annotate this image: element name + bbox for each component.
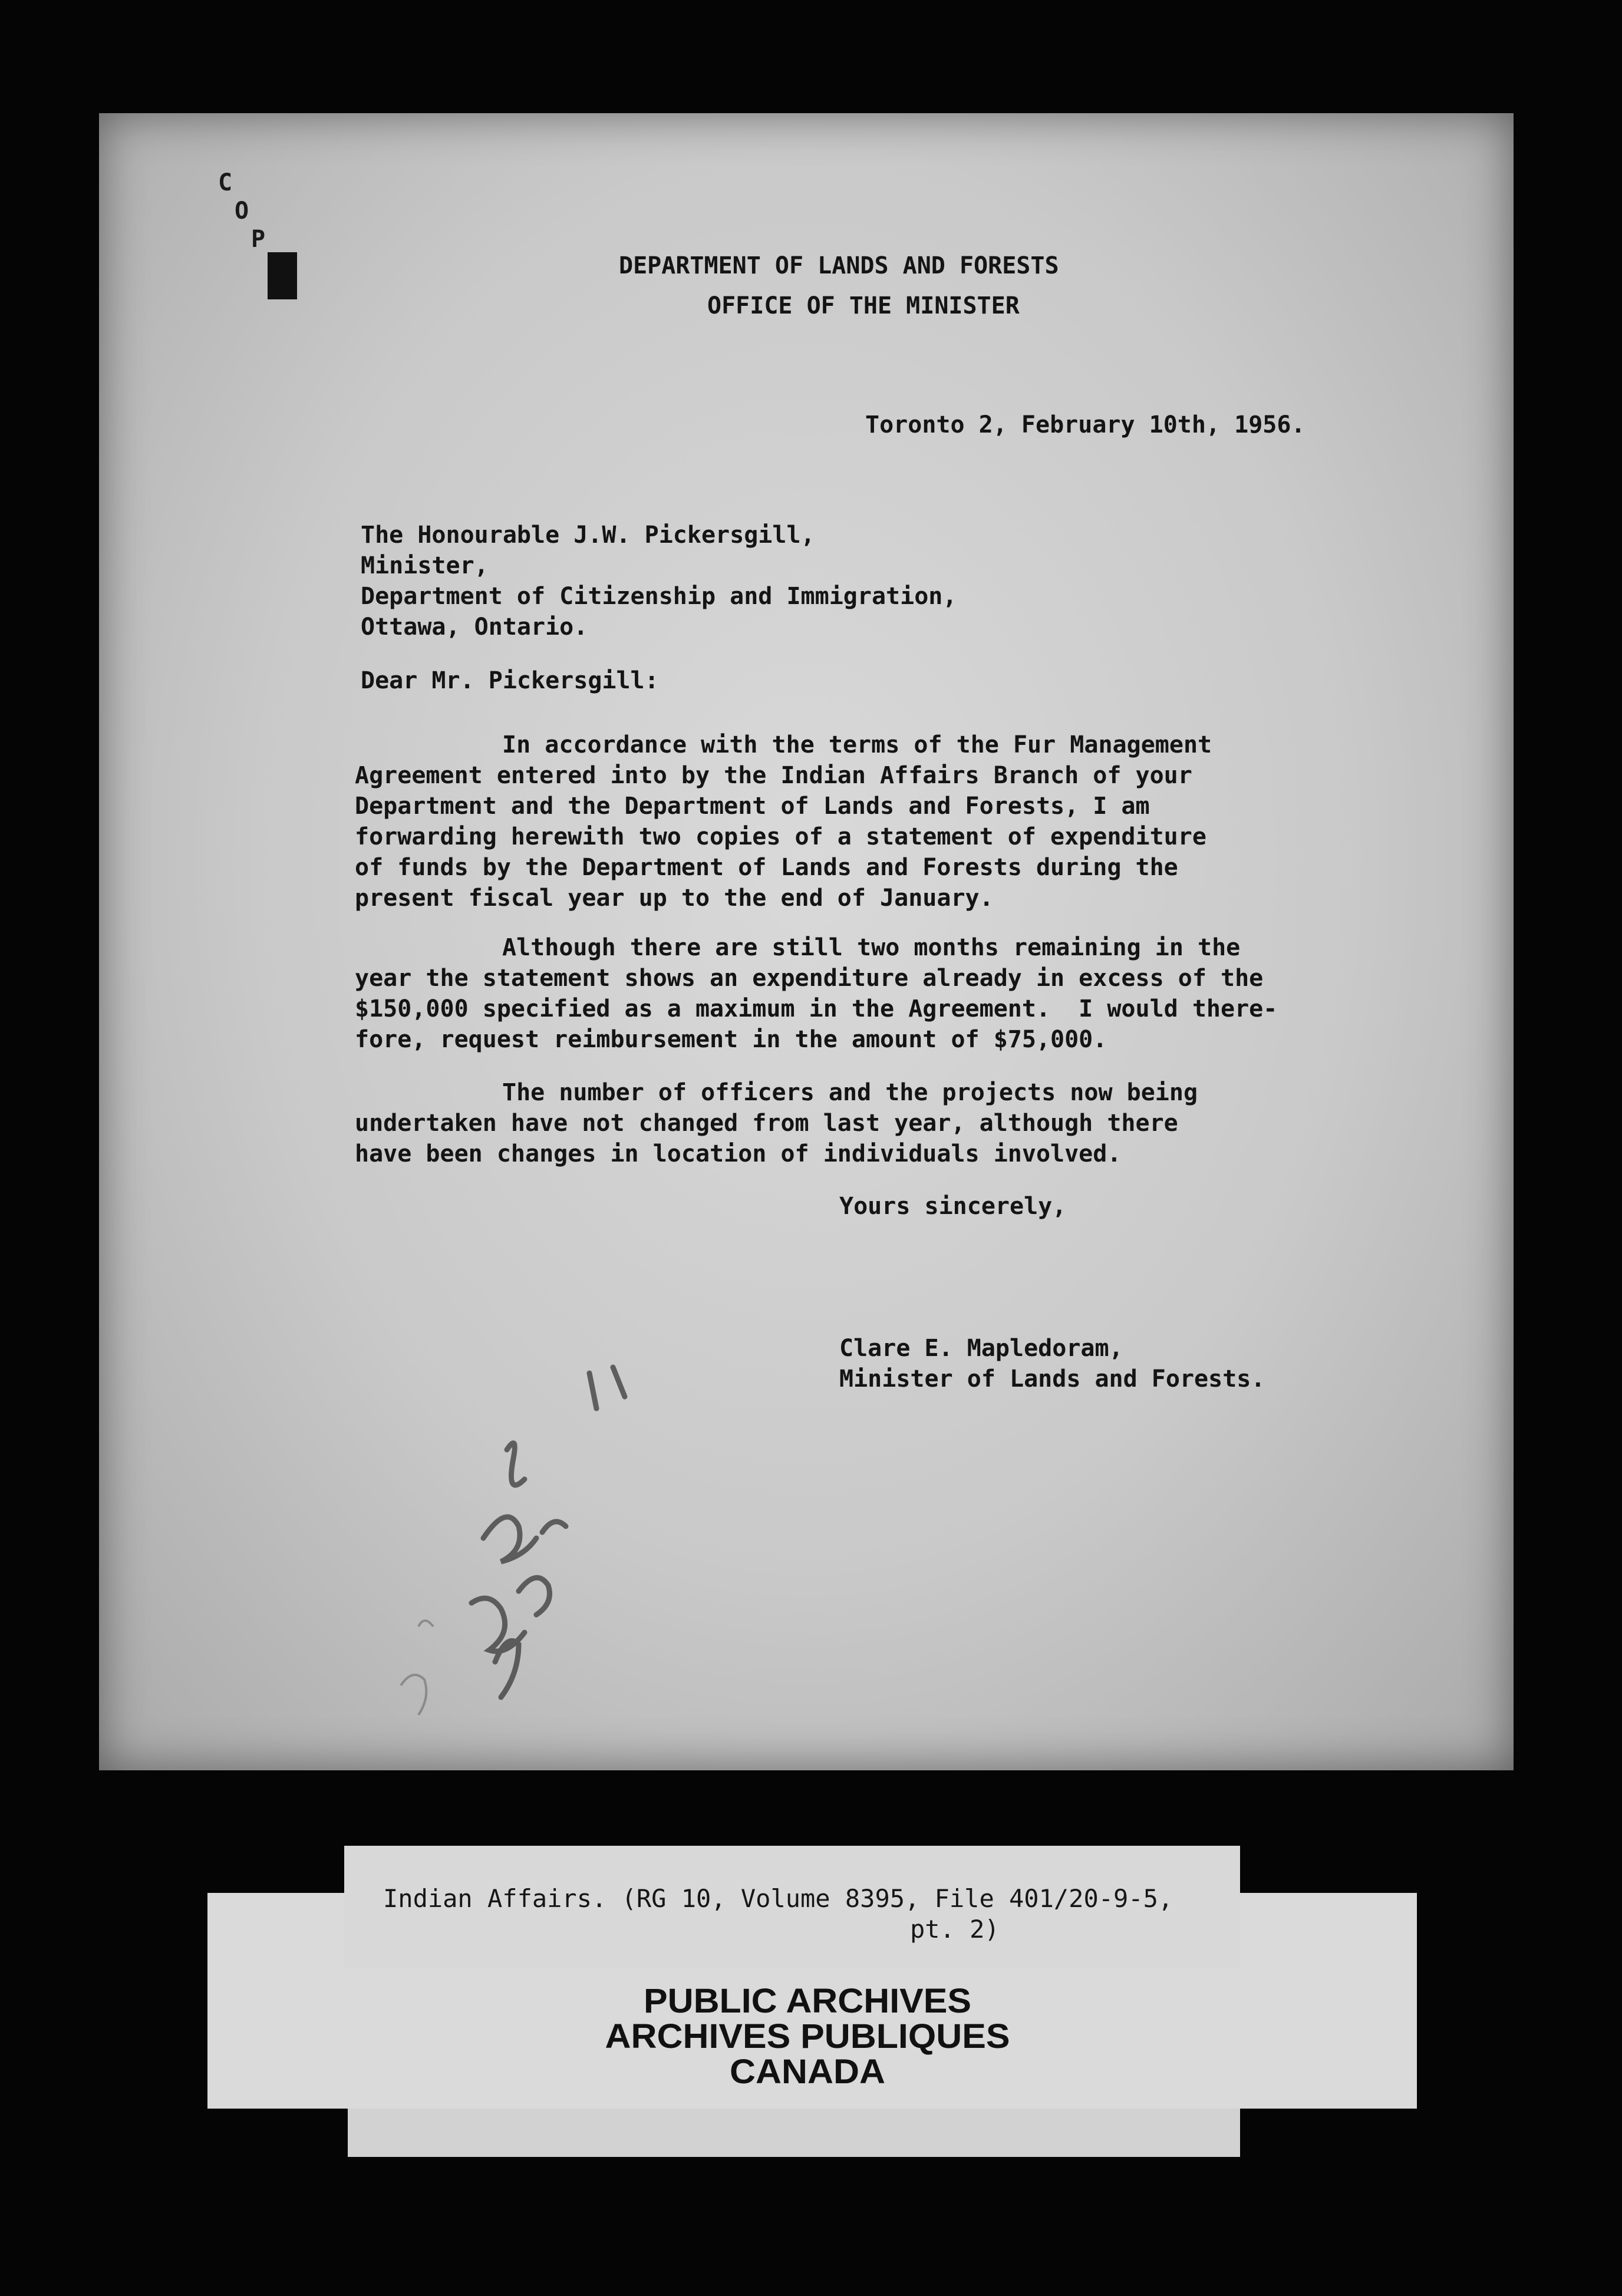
paragraph-line: undertaken have not changed from last year, although there — [355, 1110, 1178, 1137]
paragraph-line: have been changes in location of individuals involved. — [355, 1140, 1122, 1167]
paragraph-line: The number of officers and the projects now being — [502, 1079, 1198, 1106]
copy-letter-y: Y — [268, 252, 297, 299]
archive-label-bottom-strip — [348, 2109, 1240, 2157]
recipient-line: Ottawa, Ontario. — [361, 613, 588, 641]
archive-reference-line-1: Indian Affairs. (RG 10, Volume 8395, File 401/20-9-5, — [383, 1884, 1173, 1913]
paragraph-3 — [355, 1077, 1198, 1169]
public-archives-stamp — [578, 1984, 1037, 2090]
archives-stamp-line: ARCHIVES PUBLIQUES — [605, 2017, 1010, 2056]
archive-reference-line-2: pt. 2) — [910, 1915, 1000, 1944]
paragraph-line: Department and the Department of Lands and Forests, I am — [355, 793, 1150, 820]
handwritten-annotation — [365, 1355, 695, 1744]
copy-letter-c: C — [218, 169, 233, 196]
paragraph-2 — [355, 932, 1277, 1055]
signature-block — [839, 1333, 1265, 1394]
archives-stamp-line: PUBLIC ARCHIVES — [643, 1982, 972, 2020]
signature-title: Minister of Lands and Forests. — [839, 1365, 1265, 1393]
paragraph-line: Agreement entered into by the Indian Affairs Branch of your — [355, 762, 1192, 789]
signature-name: Clare E. Mapledoram, — [839, 1335, 1123, 1362]
archives-stamp-line: CANADA — [730, 2053, 885, 2091]
recipient-address — [361, 520, 957, 642]
recipient-line: Minister, — [361, 552, 489, 579]
copy-letter-p: P — [251, 226, 266, 253]
paragraph-line: forwarding herewith two copies of a statement of expenditure — [355, 823, 1206, 850]
letterhead-department: DEPARTMENT OF LANDS AND FORESTS — [619, 252, 1059, 279]
paragraph-line: present fiscal year up to the end of January. — [355, 885, 994, 912]
copy-letter-o: O — [235, 197, 249, 225]
paragraph-line: of funds by the Department of Lands and Forests during the — [355, 854, 1178, 881]
recipient-line: Department of Citizenship and Immigration, — [361, 583, 957, 610]
paragraph-line: fore, request reimbursement in the amount of $75,000. — [355, 1026, 1107, 1053]
date-line: Toronto 2, February 10th, 1956. — [865, 411, 1305, 438]
paragraph-1 — [355, 730, 1212, 913]
letterhead-office: OFFICE OF THE MINISTER — [707, 292, 1020, 319]
paragraph-line: $150,000 specified as a maximum in the Agreement. I would there- — [355, 995, 1278, 1022]
paragraph-line: In accordance with the terms of the Fur Management — [502, 731, 1212, 758]
salutation: Dear Mr. Pickersgill: — [361, 667, 659, 694]
paragraph-line: year the statement shows an expenditure already in excess of the — [355, 965, 1264, 992]
paragraph-line: Although there are still two months remaining in the — [502, 934, 1241, 961]
recipient-line: The Honourable J.W. Pickersgill, — [361, 522, 815, 549]
closing: Yours sincerely, — [839, 1193, 1067, 1220]
